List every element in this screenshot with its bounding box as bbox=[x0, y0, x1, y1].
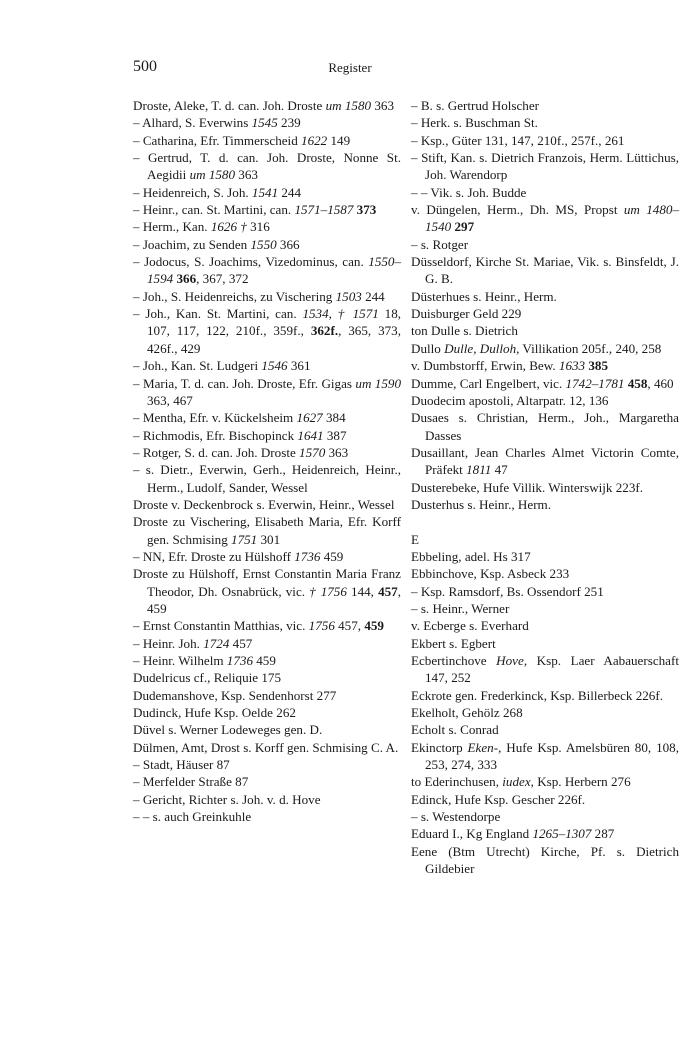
index-entry: Droste zu Hülshoff, Ernst Constantin Maria Franz Theodor, Dh. Osnabrück, vic. † 1756 144, 457, 459 bbox=[133, 566, 401, 616]
index-entry: – Maria, T. d. can. Joh. Droste, Efr. Gigas um 1590 363, 467 bbox=[133, 375, 401, 408]
index-entry: – s. Rotger bbox=[411, 236, 469, 252]
index-entry: ton Dulle s. Dietrich bbox=[411, 323, 518, 339]
index-entry: Düsterhues s. Heinr., Herm. bbox=[411, 288, 557, 304]
index-entry: v. Düngelen, Herm., Dh. MS, Propst um 1480–1540 297 bbox=[411, 202, 679, 235]
index-entry: – Heinr. Wilhelm 1736 459 bbox=[133, 653, 276, 668]
index-entry: – Merfelder Straße 87 bbox=[133, 774, 249, 790]
index-entry: Dusterhus s. Heinr., Herm. bbox=[411, 496, 552, 512]
index-entry: – Joh., S. Heidenreichs, zu Vischering 1503 244 bbox=[133, 288, 385, 304]
index-entry: Dusterebeke, Hufe Villik. Winterswijk 223f. bbox=[411, 479, 644, 495]
index-entry: Ebbinchove, Ksp. Asbeck 233 bbox=[411, 566, 570, 582]
index-entry: Edinck, Hufe Ksp. Gescher 226f. bbox=[411, 791, 586, 807]
index-entry: Eckrote gen. Frederkinck, Ksp. Billerbeck 226f. bbox=[411, 687, 663, 703]
index-entry: Ekelholt, Gehölz 268 bbox=[411, 705, 523, 721]
index-entry: Droste zu Vischering, Elisabeth Maria, Efr. Korff gen. Schmising 1751 301 bbox=[133, 514, 401, 547]
index-entry: – B. s. Gertrud Holscher bbox=[411, 98, 540, 113]
index-entry: – Alhard, S. Everwins 1545 239 bbox=[133, 115, 301, 131]
running-head: Register bbox=[328, 60, 372, 75]
index-entry: Dusaes s. Christian, Herm., Joh., Margaretha Dasses bbox=[411, 410, 679, 443]
index-entry: – Joh., Kan. St. Ludgeri 1546 361 bbox=[133, 358, 311, 374]
index-entry: – – s. auch Greinkuhle bbox=[133, 809, 252, 825]
index-entry: Dülmen, Amt, Drost s. Korff gen. Schmising C. A. bbox=[133, 739, 399, 755]
index-entry: – Ernst Constantin Matthias, vic. 1756 457, 459 bbox=[133, 618, 384, 634]
index-entry: – s. Dietr., Everwin, Gerh., Heidenreich, Heinr., Herm., Ludolf, Sander, Wessel bbox=[133, 462, 401, 495]
section-heading: E bbox=[411, 531, 419, 547]
page-number: 500 bbox=[133, 58, 157, 75]
index-entry: Dumme, Carl Engelbert, vic. 1742–1781 458, 460 bbox=[411, 375, 674, 391]
index-entry: – – Vik. s. Joh. Budde bbox=[411, 184, 527, 200]
index-entry: to Ederinchusen, iudex, Ksp. Herbern 276 bbox=[411, 774, 631, 790]
index-entry: Eduard I., Kg England 1265–1307 287 bbox=[411, 826, 615, 842]
index-entry: v. Dumbstorff, Erwin, Bew. 1633 385 bbox=[411, 358, 609, 374]
index-entry: – Mentha, Efr. v. Kückelsheim 1627 384 bbox=[133, 410, 346, 426]
index-entry: – Gertrud, T. d. can. Joh. Droste, Nonne St. Aegidii um 1580 363 bbox=[133, 150, 401, 183]
index-entry: – Joh., Kan. St. Martini, can. 1534, † 1571 18, 107, 117, 122, 210f., 359f., 362f., 365, 373, 426f., 429 bbox=[133, 306, 402, 356]
index-entry: – Joachim, zu Senden 1550 366 bbox=[133, 236, 300, 252]
index-entry: – Heinr., can. St. Martini, can. 1571–1587 373 bbox=[133, 202, 377, 218]
index-column-right bbox=[411, 97, 679, 877]
index-entry: Duisburger Geld 229 bbox=[411, 306, 522, 322]
index-entry: Dudelricus cf., Reliquie 175 bbox=[133, 670, 281, 686]
index-entry: – Heidenreich, S. Joh. 1541 244 bbox=[133, 184, 302, 200]
index-entry: – NN, Efr. Droste zu Hülshoff 1736 459 bbox=[133, 548, 344, 564]
index-entry: Droste, Aleke, T. d. can. Joh. Droste um 1580 363 bbox=[133, 98, 394, 113]
index-entry: Düvel s. Werner Lodeweges gen. D. bbox=[133, 722, 323, 738]
index-entries-e bbox=[411, 548, 679, 878]
index-entry: Ekinctorp Eken-, Hufe Ksp. Amelsbüren 80, 108, 253, 274, 333 bbox=[411, 739, 679, 773]
index-entry: – Stadt, Häuser 87 bbox=[133, 757, 230, 773]
index-entry: – Stift, Kan. s. Dietrich Franzois, Herm. Lüttichus, Joh. Warendorp bbox=[411, 150, 679, 183]
index-entry: Ekbert s. Egbert bbox=[411, 635, 496, 651]
index-entry: – Ksp., Güter 131, 147, 210f., 257f., 261 bbox=[411, 132, 625, 148]
index-entry: – Herk. s. Buschman St. bbox=[411, 115, 538, 131]
index-entries-d-continued bbox=[411, 97, 679, 513]
index-column-left bbox=[133, 97, 401, 825]
index-entry: Dudemanshove, Ksp. Sendenhorst 277 bbox=[133, 687, 337, 703]
section-spacer bbox=[411, 513, 679, 530]
index-entry: Droste v. Deckenbrock s. Everwin, Heinr., Wessel bbox=[133, 496, 395, 512]
index-entry: v. Ecberge s. Everhard bbox=[411, 618, 529, 634]
index-entry: Ecbertinchove Hove, Ksp. Laer Aabauerschaft 147, 252 bbox=[411, 653, 679, 686]
index-entry: Duodecim apostoli, Altarpatr. 12, 136 bbox=[411, 392, 609, 408]
index-entry: – Gericht, Richter s. Joh. v. d. Hove bbox=[133, 791, 321, 807]
index-entry: Eene (Btm Utrecht) Kirche, Pf. s. Dietrich Gildebier bbox=[411, 843, 679, 877]
index-entry: Dusaillant, Jean Charles Almet Victorin Comte, Präfekt 1811 47 bbox=[411, 444, 679, 478]
index-entry: Dudinck, Hufe Ksp. Oelde 262 bbox=[133, 705, 296, 721]
index-entry: – s. Westendorpe bbox=[411, 809, 501, 825]
index-entry: – Jodocus, S. Joachims, Vizedominus, can. 1550–1594 366, 367, 372 bbox=[133, 254, 401, 287]
index-entry: Düsseldorf, Kirche St. Mariae, Vik. s. Binsfeldt, J. G. B. bbox=[411, 254, 679, 287]
index-entry: – Heinr. Joh. 1724 457 bbox=[133, 635, 253, 651]
index-entry: – Rotger, S. d. can. Joh. Droste 1570 363 bbox=[133, 444, 349, 460]
index-entry: Dullo Dulle, Dulloh, Villikation 205f., 240, 258 bbox=[411, 340, 662, 356]
index-entry: Echolt s. Conrad bbox=[411, 722, 499, 738]
index-entry: – Catharina, Efr. Timmerscheid 1622 149 bbox=[133, 132, 351, 148]
index-entry: – Richmodis, Efr. Bischopinck 1641 387 bbox=[133, 427, 347, 443]
index-entry: – Herm., Kan. 1626 † 316 bbox=[133, 219, 270, 235]
index-entry: Ebbeling, adel. Hs 317 bbox=[411, 548, 531, 564]
index-entry: – Ksp. Ramsdorf, Bs. Ossendorf 251 bbox=[411, 583, 604, 599]
index-entry: – s. Heinr., Werner bbox=[411, 600, 510, 616]
